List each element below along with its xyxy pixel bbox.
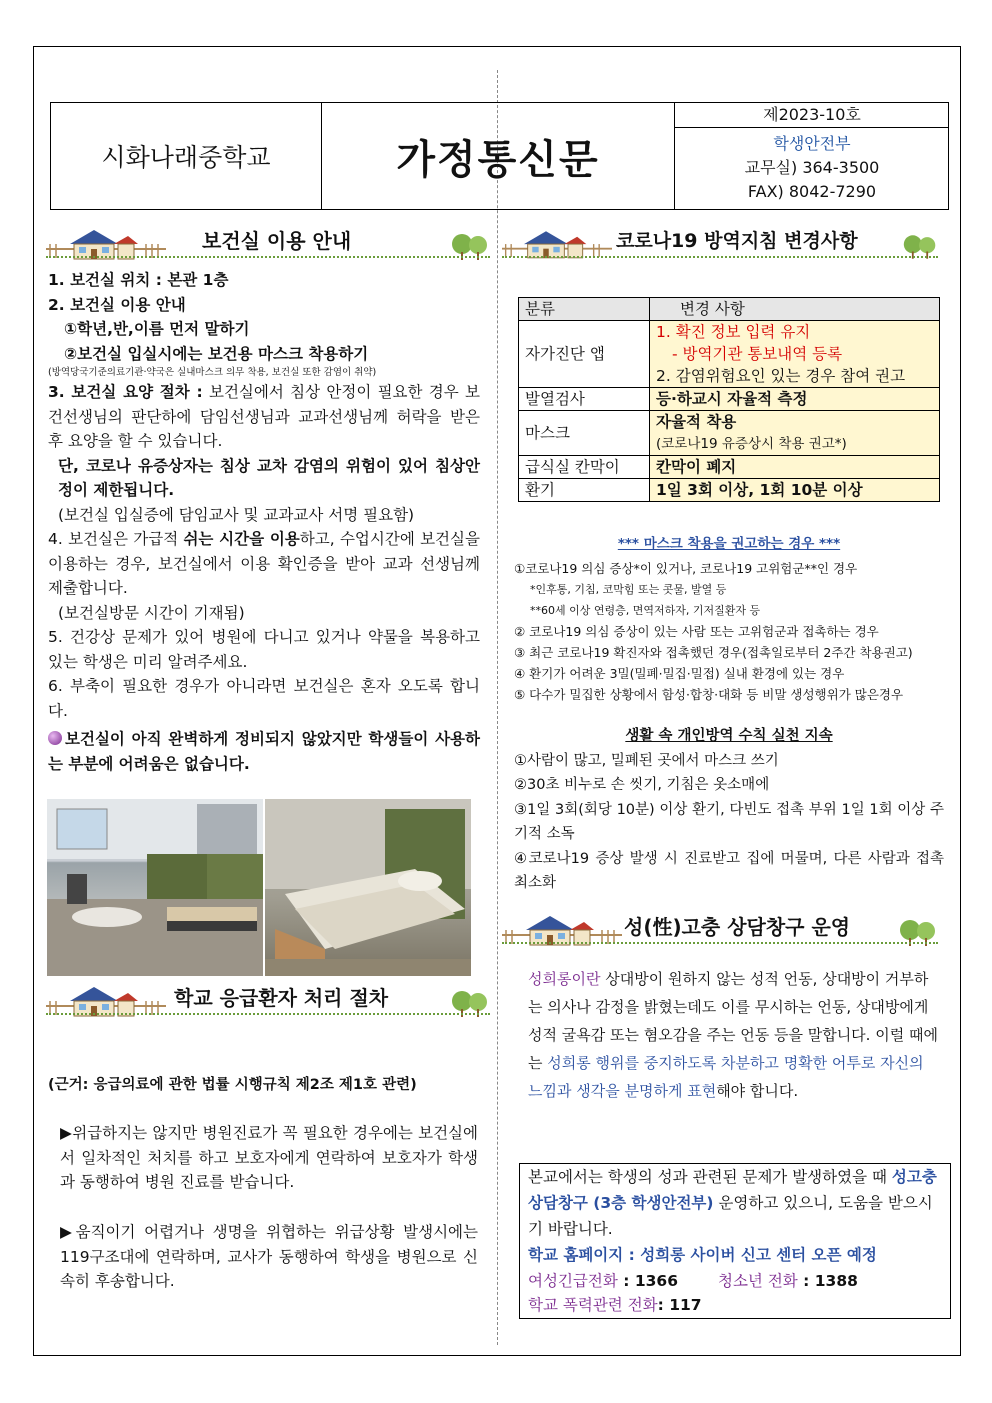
mask-guidance xyxy=(514,534,944,705)
table-row xyxy=(519,411,940,456)
section-underline xyxy=(46,1013,490,1015)
table-header-row xyxy=(519,298,940,321)
mask-note-1: *인후통, 기침, 코막힘 또는 콧물, 발열 등 xyxy=(530,583,727,596)
table-row xyxy=(519,479,940,502)
procedure-text: 보건실에서 침상 안정이 필요한 경우 보건선생님의 판단하에 담임선생님과 교과선생님께 허락을 받은 후 요양을 할 수 있습니다. xyxy=(48,383,480,450)
daily-item-1: ①사람이 많고, 밀폐된 곳에서 마스크 쓰기 xyxy=(514,752,779,769)
row-value: 칸막이 폐지 xyxy=(650,456,940,479)
item-alone: 6. 부축이 필요한 경우가 아니라면 보건실은 혼자 오도록 합니다. xyxy=(48,677,480,720)
row-value: 등·하교시 자율적 측정 xyxy=(650,388,940,411)
violence-hotline-number: : 117 xyxy=(657,1296,702,1314)
usage-note: (방역당국기준의료기관·약국은 실내마스크 의무 착용, 보건실 또한 감염이 취약) xyxy=(48,367,377,378)
women-hotline-label: 여성긴급전화 xyxy=(528,1272,618,1290)
definition-text: 상대방이 원하지 않는 성적 언동, 상대방이 거부하는 의사나 감정을 밝혔는데도 이를 무시하는 언동, 상대방에게 성적 굴욕감 또는 혐오감을 주는 언동 등을 말합니다. 이럴 때에는 xyxy=(528,970,938,1072)
daily-heading: 생활 속 개인방역 수칙 실천 지속 xyxy=(625,728,833,744)
section-heading-covid xyxy=(502,226,938,262)
procedure-title: 3. 보건실 요양 절차 : xyxy=(48,383,203,401)
gem-icon xyxy=(48,731,62,745)
daily-item-2: ②30초 비누로 손 씻기, 기침은 옷소매에 xyxy=(514,777,770,793)
bed-photo xyxy=(265,799,471,976)
box-text-1: 본교에서는 학생의 성과 관련된 문제가 발생하였을 때 xyxy=(528,1168,892,1186)
row-category: 자가진단 앱 xyxy=(519,321,650,388)
item-location: 1. 보건실 위치 : 본관 1층 xyxy=(48,271,229,289)
violence-hotline-row xyxy=(528,1294,942,1316)
women-hotline-number: : 1366 xyxy=(617,1272,678,1290)
break-text-bold: 쉬는 시간을 이용 xyxy=(183,530,300,548)
section-heading-health-room xyxy=(46,226,490,262)
row-value xyxy=(650,321,940,388)
item-usage-b: ②보건실 입실시에는 보건용 마스크 착용하기 xyxy=(64,344,369,363)
daily-prevention xyxy=(514,724,944,896)
item-medication: 5. 건강상 문제가 있어 병원에 다니고 있거나 약물을 복용하고 있는 학생은 미리 알려주세요. xyxy=(48,628,480,671)
break-text-post: 하고, 수업시간에 보건실을 이용하는 경우, 보건실에서 이용 확인증을 받아 교과 선생님께 제출합니다. xyxy=(48,530,480,597)
procedure-warning: 단, 코로나 유증상자는 침상 교차 감염의 위험이 있어 침상안정이 제한됩니다. xyxy=(58,456,480,499)
row-category: 급식실 칸막이 xyxy=(519,456,650,479)
closing-text: 보건실이 아직 완벽하게 정비되지 않았지만 학생들이 사용하는 부분에 어려움은 없습니다. xyxy=(48,730,480,773)
emergency-basis: (근거: 응급의료에 관한 법률 시행규칙 제2조 제1호 관련) xyxy=(48,1077,417,1093)
row-category: 마스크 xyxy=(519,411,650,456)
row-value: 1일 3회 이상, 1회 10분 이상 xyxy=(650,479,940,502)
daily-item-4: ④코로나19 증상 발생 시 진료받고 집에 머물며, 다른 사람과 접촉 최소화 xyxy=(514,850,944,891)
daily-item-3: ③1일 3회(회당 10분) 이상 환기, 다빈도 접촉 부위 1일 1회 이상 주기적 소독 xyxy=(514,801,944,842)
covid-guideline-table xyxy=(518,297,940,502)
section-title: 학교 응급환자 처리 절차 xyxy=(174,986,389,1010)
procedure-note: (보건실 입실증에 담임교사 및 교과교사 서명 필요함) xyxy=(58,505,415,524)
row-category: 환기 xyxy=(519,479,650,502)
table-row xyxy=(519,388,940,411)
counseling-text xyxy=(528,1164,942,1242)
section-title: 보건실 이용 안내 xyxy=(202,229,352,253)
item-usage-a: ①학년,반,이름 먼저 말하기 xyxy=(64,320,250,338)
section-underline xyxy=(502,256,938,258)
section-title: 성(性)고충 상담창구 운영 xyxy=(624,915,851,939)
column-divider xyxy=(497,70,498,1345)
definition-highlight: 성희롱이란 xyxy=(528,970,601,988)
break-note: (보건실방문 시간이 기재됨) xyxy=(58,603,245,622)
mask-item-1: ①코로나19 의심 증상*이 있거나, 코로나19 고위험군**인 경우 xyxy=(514,561,858,576)
homepage-notice: 학교 홈페이지 : 성희롱 사이버 신고 센터 오픈 예정 xyxy=(528,1246,877,1264)
health-room-body xyxy=(48,268,480,776)
mask-item-3: ③ 최근 코로나19 확진자와 접촉했던 경우(접촉일로부터 2주간 착용권고) xyxy=(514,645,913,660)
department: 학생안전부 xyxy=(773,134,851,153)
section-title: 코로나19 방역지침 변경사항 xyxy=(616,230,858,252)
section-heading-emergency xyxy=(46,983,490,1019)
row-category: 발열검사 xyxy=(519,388,650,411)
emergency-para-2: ▶움직이기 어렵거나 생명을 위협하는 위급상황 발생시에는 119구조대에 연락하며, 교사가 동행하여 학생을 병원으로 신속히 후송합니다. xyxy=(60,1223,478,1290)
box-text-2: 운영하고 있으니, 도움을 받으시기 바랍니다. xyxy=(528,1194,933,1238)
counseling-box xyxy=(519,1163,951,1319)
item-break-time xyxy=(48,527,480,601)
definition-end: 해야 합니다. xyxy=(716,1082,799,1100)
newsletter-header xyxy=(50,102,949,210)
violence-hotline-label: 학교 폭력관련 전화 xyxy=(528,1296,658,1314)
newsletter-title: 가정통신문 xyxy=(396,136,600,183)
mask-heading: *** 마스크 착용을 권고하는 경우 *** xyxy=(617,536,841,552)
mask-item-5: ⑤ 다수가 밀집한 상황에서 함성·합창·대화 등 비말 생성행위가 많은경우 xyxy=(514,687,904,702)
hotline-row xyxy=(528,1268,942,1294)
value-line: 자율적 착용 xyxy=(656,413,737,431)
item-procedure xyxy=(48,380,480,454)
table-row xyxy=(519,456,940,479)
box-highlight: 성고충 상담창구 (3층 학생안전부) xyxy=(528,1168,937,1212)
issue-number: 제2023-10호 xyxy=(675,103,949,128)
section-underline xyxy=(46,256,490,258)
table-row xyxy=(519,321,940,388)
closing-remark xyxy=(48,727,480,776)
value-line: 1. 확진 정보 입력 유지 xyxy=(656,323,811,341)
value-line: - 방역기관 통보내역 등록 xyxy=(672,345,843,363)
mask-item-2: ② 코로나19 의심 증상이 있는 사람 또는 고위험군과 접촉하는 경우 xyxy=(514,624,879,639)
section-underline xyxy=(502,942,938,944)
youth-hotline-label: 청소년 전화 xyxy=(717,1272,798,1290)
mask-note-2: **60세 이상 연령층, 면역저하자, 기저질환자 등 xyxy=(530,604,761,617)
health-room-photo xyxy=(47,799,263,976)
fax-number: FAX) 8042-7290 xyxy=(747,182,877,201)
definition-advice: 성희롱 행위를 중지하도록 차분하고 명확한 어투로 자신의 느낌과 생각을 분명하게 표현 xyxy=(528,1054,924,1100)
value-line: 2. 감염위험요인 있는 경우 참여 권고 xyxy=(656,367,906,385)
section-heading-harassment xyxy=(502,912,938,948)
issue-info xyxy=(674,103,949,209)
item-usage: 2. 보건실 이용 안내 xyxy=(48,295,186,314)
harassment-definition xyxy=(528,965,938,1105)
emergency-para-1: ▶위급하지는 않지만 병원진료가 꼭 필요한 경우에는 보건실에서 일차적인 처치를 하고 보호자에게 연락하여 보호자가 학생과 동행하여 병원 진료를 받습니다. xyxy=(60,1124,478,1191)
break-text-pre: 4. 보건실은 가급적 xyxy=(48,530,184,548)
row-value xyxy=(650,411,940,456)
office-phone: 교무실) 364-3500 xyxy=(744,158,880,177)
school-name: 시화나래중학교 xyxy=(51,103,322,209)
youth-hotline-number: : 1388 xyxy=(797,1272,858,1290)
value-line: (코로나19 유증상시 착용 권고*) xyxy=(656,436,847,452)
column-header: 변경 사항 xyxy=(650,298,940,321)
mask-item-4: ④ 환기가 어려운 3밀(밀폐·밀집·밀접) 실내 환경에 있는 경우 xyxy=(514,666,845,681)
column-header: 분류 xyxy=(519,298,650,321)
